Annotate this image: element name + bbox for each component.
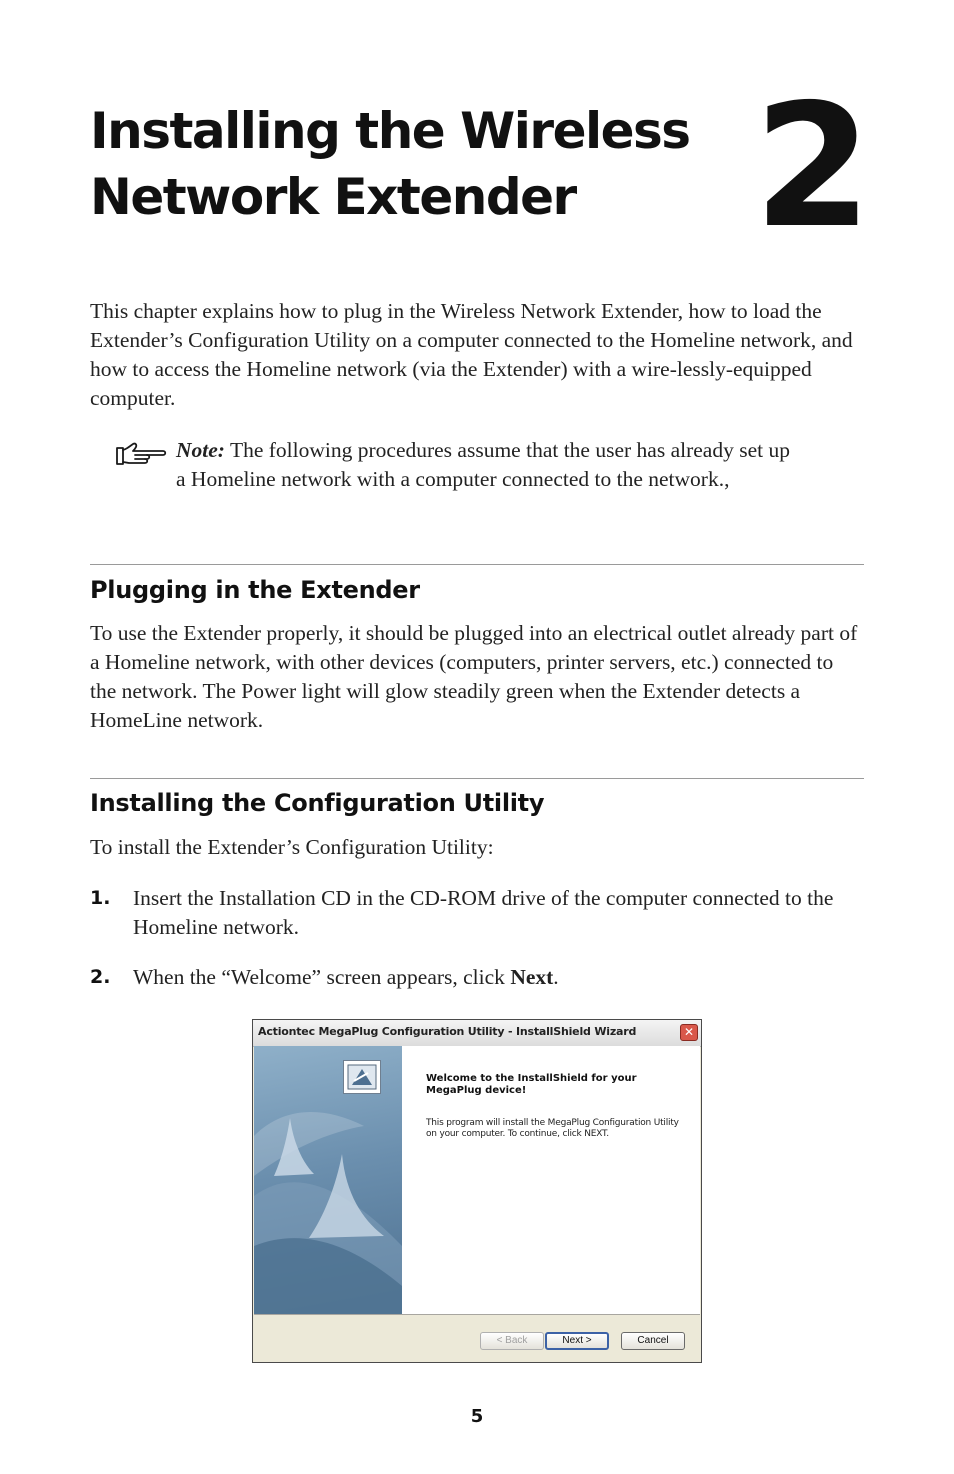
next-button[interactable]: Next > [545,1332,609,1350]
wizard-footer-divider [254,1314,700,1315]
section-title-plugging: Plugging in the Extender [90,576,420,604]
section-body-plugging: To use the Extender properly, it should be plugged into an electrical outlet already part of a Homeline network, with other devices (computers, printer servers, etc.) connected to the network. The Power light will glow steadily green when the Extender detects a HomeLine network. [90,621,858,732]
step-text-bold: Next [510,965,554,989]
chapter-title-line-2: Network Extender [90,168,576,226]
section-body-installing: To install the Extender’s Configuration Utility: [90,835,494,859]
step-text-before: When the “Welcome” screen appears, click [133,965,511,989]
note-body: The following procedures assume that the user has already set up a Homeline network with a computer connected to the network., [176,438,790,491]
wizard-content [402,1046,700,1314]
step-number: 1. [90,887,111,909]
wizard-description: This program will install the MegaPlug Configuration Utility on your computer. To continue, click NEXT. [426,1118,679,1139]
installshield-logo-icon [343,1060,381,1094]
section-title-installing: Installing the Configuration Utility [90,789,545,817]
chapter-title-line-1: Installing the Wireless [90,102,690,160]
note-block [115,436,815,526]
step-text-after: . [553,965,559,989]
intro-paragraph: This chapter explains how to plug in the Wireless Network Extender, how to load the Extender’s Configuration Utility on a computer connected to the Homeline network, and how to access the Homeline network (via the Extender) with a wire-lessly-equipped computer. [90,299,853,410]
note-label: Note: [176,438,225,462]
chapter-title [90,98,730,230]
wizard-titlebar [253,1020,701,1047]
step-2 [90,963,860,993]
wizard-heading: Welcome to the InstallShield for your MegaPlug device! [426,1073,637,1096]
cancel-button[interactable]: Cancel [621,1332,685,1350]
section-divider [90,778,864,779]
chapter-number: 2 [753,68,866,266]
note-text [176,436,796,494]
page-number: 5 [470,1406,484,1427]
back-button[interactable]: < Back [480,1332,544,1350]
step-number: 2. [90,966,111,988]
step-text [133,963,860,992]
wizard-side-banner [254,1046,402,1314]
step-1 [90,884,860,944]
pointing-hand-icon [115,440,169,468]
step-text: Insert the Installation CD in the CD-ROM drive of the computer connected to the Homeline network. [133,886,834,939]
close-icon[interactable]: ✕ [680,1024,698,1041]
section-divider [90,564,864,565]
wizard-title: Actiontec MegaPlug Configuration Utility - InstallShield Wizard [258,1025,637,1038]
installshield-wizard-screenshot [252,1019,702,1363]
